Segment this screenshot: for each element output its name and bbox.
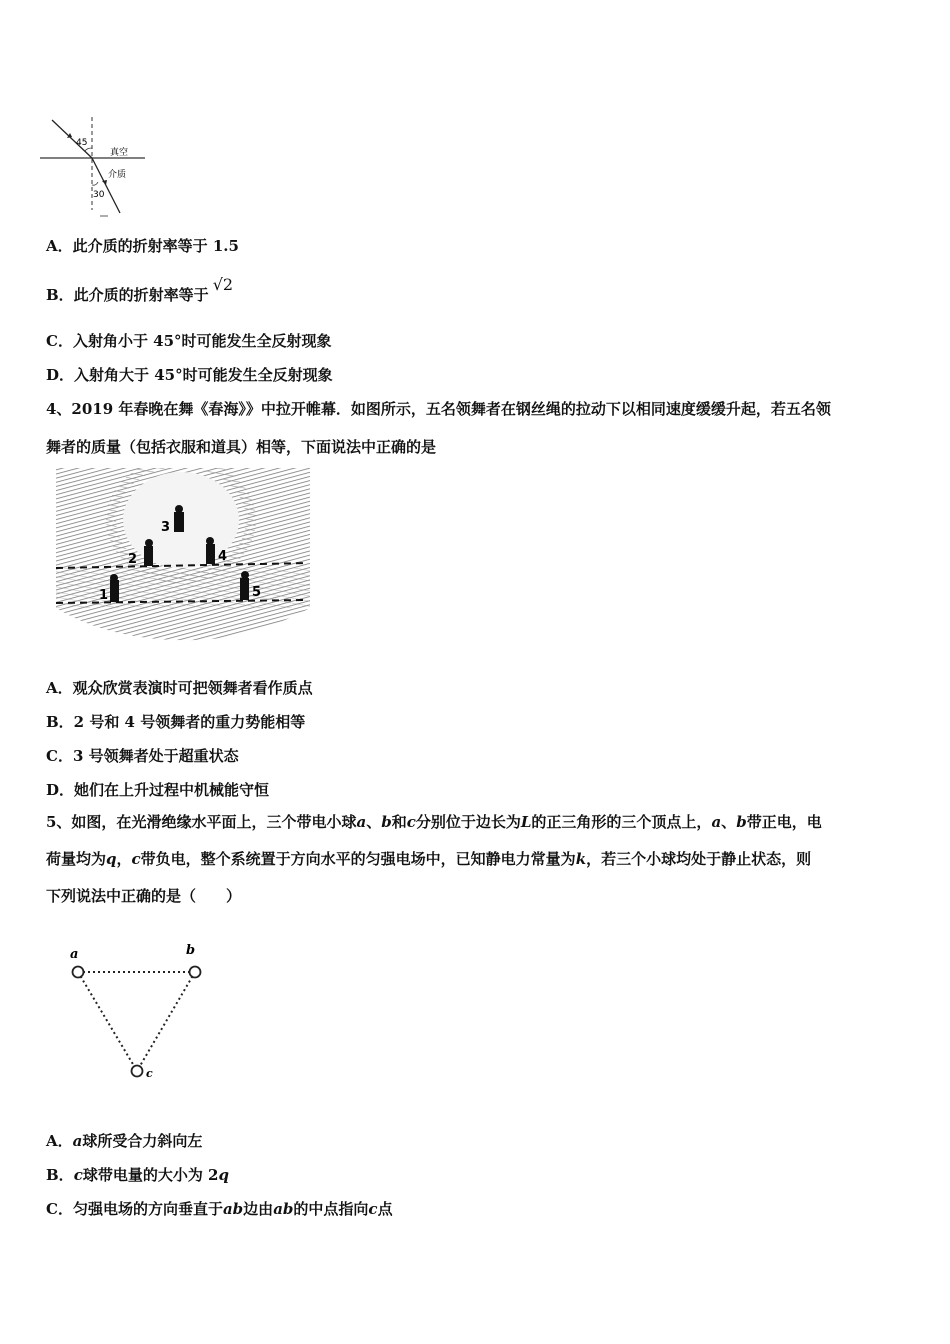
- q5-option-c-prefix: C．匀强电场的方向垂直于: [46, 1200, 223, 1218]
- vacuum-label: 真空: [110, 148, 129, 158]
- var-a: a: [711, 813, 722, 831]
- q3-option-d: D．入射角大于 45°时可能发生全反射现象: [46, 366, 333, 384]
- var-b: b: [736, 813, 747, 831]
- q5-option-c-text: 边由: [243, 1200, 274, 1218]
- q5-text: 带正电，电: [746, 813, 822, 831]
- var-q: q: [106, 850, 117, 868]
- var-ab: ab: [273, 1200, 294, 1218]
- var-L: L: [520, 813, 532, 831]
- ball-a-label: a: [70, 947, 79, 962]
- q5-text: 的正三角形的三个顶点上，: [531, 813, 712, 831]
- var-c: c: [131, 850, 141, 868]
- ball-c-icon: [132, 1066, 143, 1077]
- var-c: c: [368, 1200, 378, 1218]
- var-k: k: [575, 850, 587, 868]
- q3-option-c: C．入射角小于 45°时可能发生全反射现象: [46, 332, 332, 350]
- q5-text: 和: [391, 813, 407, 831]
- dancer-3-icon: [174, 505, 184, 532]
- q4-option-b: B．2 号和 4 号领舞者的重力势能相等: [46, 713, 306, 731]
- q4-option-d: D．她们在上升过程中机械能守恒: [46, 781, 270, 799]
- var-a: a: [72, 1132, 83, 1150]
- q5-option-c-text: 的中点指向: [293, 1200, 369, 1218]
- q5-text: 、: [721, 813, 737, 831]
- ball-b-label: b: [186, 943, 196, 958]
- dancer-5-icon: [240, 571, 249, 600]
- q5-stem: [46, 804, 908, 915]
- dancer-2-icon: [144, 539, 153, 566]
- var-c: c: [406, 813, 416, 831]
- var-ab: ab: [222, 1200, 244, 1218]
- ball-b-icon: [190, 967, 201, 978]
- q5-text: ，: [116, 850, 132, 868]
- dancer-3-label: 3: [161, 520, 171, 535]
- q5-option-a: [46, 1130, 202, 1151]
- dancer-2-label: 2: [128, 552, 138, 567]
- q5-text: 荷量均为: [46, 850, 107, 868]
- q5-text: ，若三个小球均处于静止状态，则: [586, 850, 812, 868]
- q5-option-c: [46, 1198, 393, 1219]
- angle-top-label: 45: [76, 138, 88, 148]
- q5-text: 、: [366, 813, 382, 831]
- dancer-4-icon: [206, 537, 215, 564]
- q5-option-a-prefix: A．: [46, 1132, 73, 1150]
- q3-option-b-text: B．此介质的折射率等于: [46, 286, 209, 304]
- q5-text: 带负电，整个系统置于方向水平的匀强电场中，已知静电力常量为: [140, 850, 576, 868]
- q3-option-a: A．此介质的折射率等于 1.5: [46, 237, 239, 255]
- q5-option-b: [46, 1164, 229, 1185]
- ball-a-icon: [73, 967, 84, 978]
- q3-option-b: [46, 275, 234, 305]
- q5-text: 下列说法中正确的是（ ）: [46, 887, 242, 905]
- dancer-1-label: 1: [99, 588, 109, 603]
- sqrt-two: √2: [212, 275, 234, 294]
- var-c: c: [73, 1166, 83, 1184]
- dancer-4-label: 4: [218, 549, 228, 564]
- q4-option-c: C．3 号领舞者处于超重状态: [46, 747, 239, 765]
- var-b: b: [381, 813, 392, 831]
- q4-stem-line1: 4、2019 年春晚在舞《春海》》中拉开帷幕．如图所示，五名领舞者在钢丝绳的拉动下以相同速度缓缓升起，若五名领: [46, 400, 831, 418]
- ball-c-label: c: [146, 1067, 153, 1080]
- q4-stem-line2: 舞者的质量（包括衣服和道具）相等，下面说法中正确的是: [46, 438, 437, 456]
- q5-option-a-text: 球所受合力斜向左: [82, 1132, 203, 1150]
- var-a: a: [356, 813, 367, 831]
- q5-text: 5、如图，在光滑绝缘水平面上，三个带电小球: [46, 813, 357, 831]
- q5-option-c-text: 点: [377, 1200, 393, 1218]
- var-q: q: [218, 1166, 229, 1184]
- q4-option-a: A．观众欣赏表演时可把领舞者看作质点: [46, 679, 313, 697]
- angle-bottom-label: 30: [93, 190, 105, 200]
- stage-photo: [46, 468, 310, 644]
- medium-label: 介质: [108, 170, 127, 180]
- dancer-5-label: 5: [252, 585, 262, 600]
- triangle-diagram: [60, 940, 220, 1085]
- q5-option-b-text: 球带电量的大小为 2: [82, 1166, 219, 1184]
- q5-option-b-prefix: B．: [46, 1166, 74, 1184]
- dancer-1-icon: [110, 574, 119, 602]
- q5-text: 分别位于边长为: [415, 813, 521, 831]
- refraction-diagram: [40, 115, 150, 220]
